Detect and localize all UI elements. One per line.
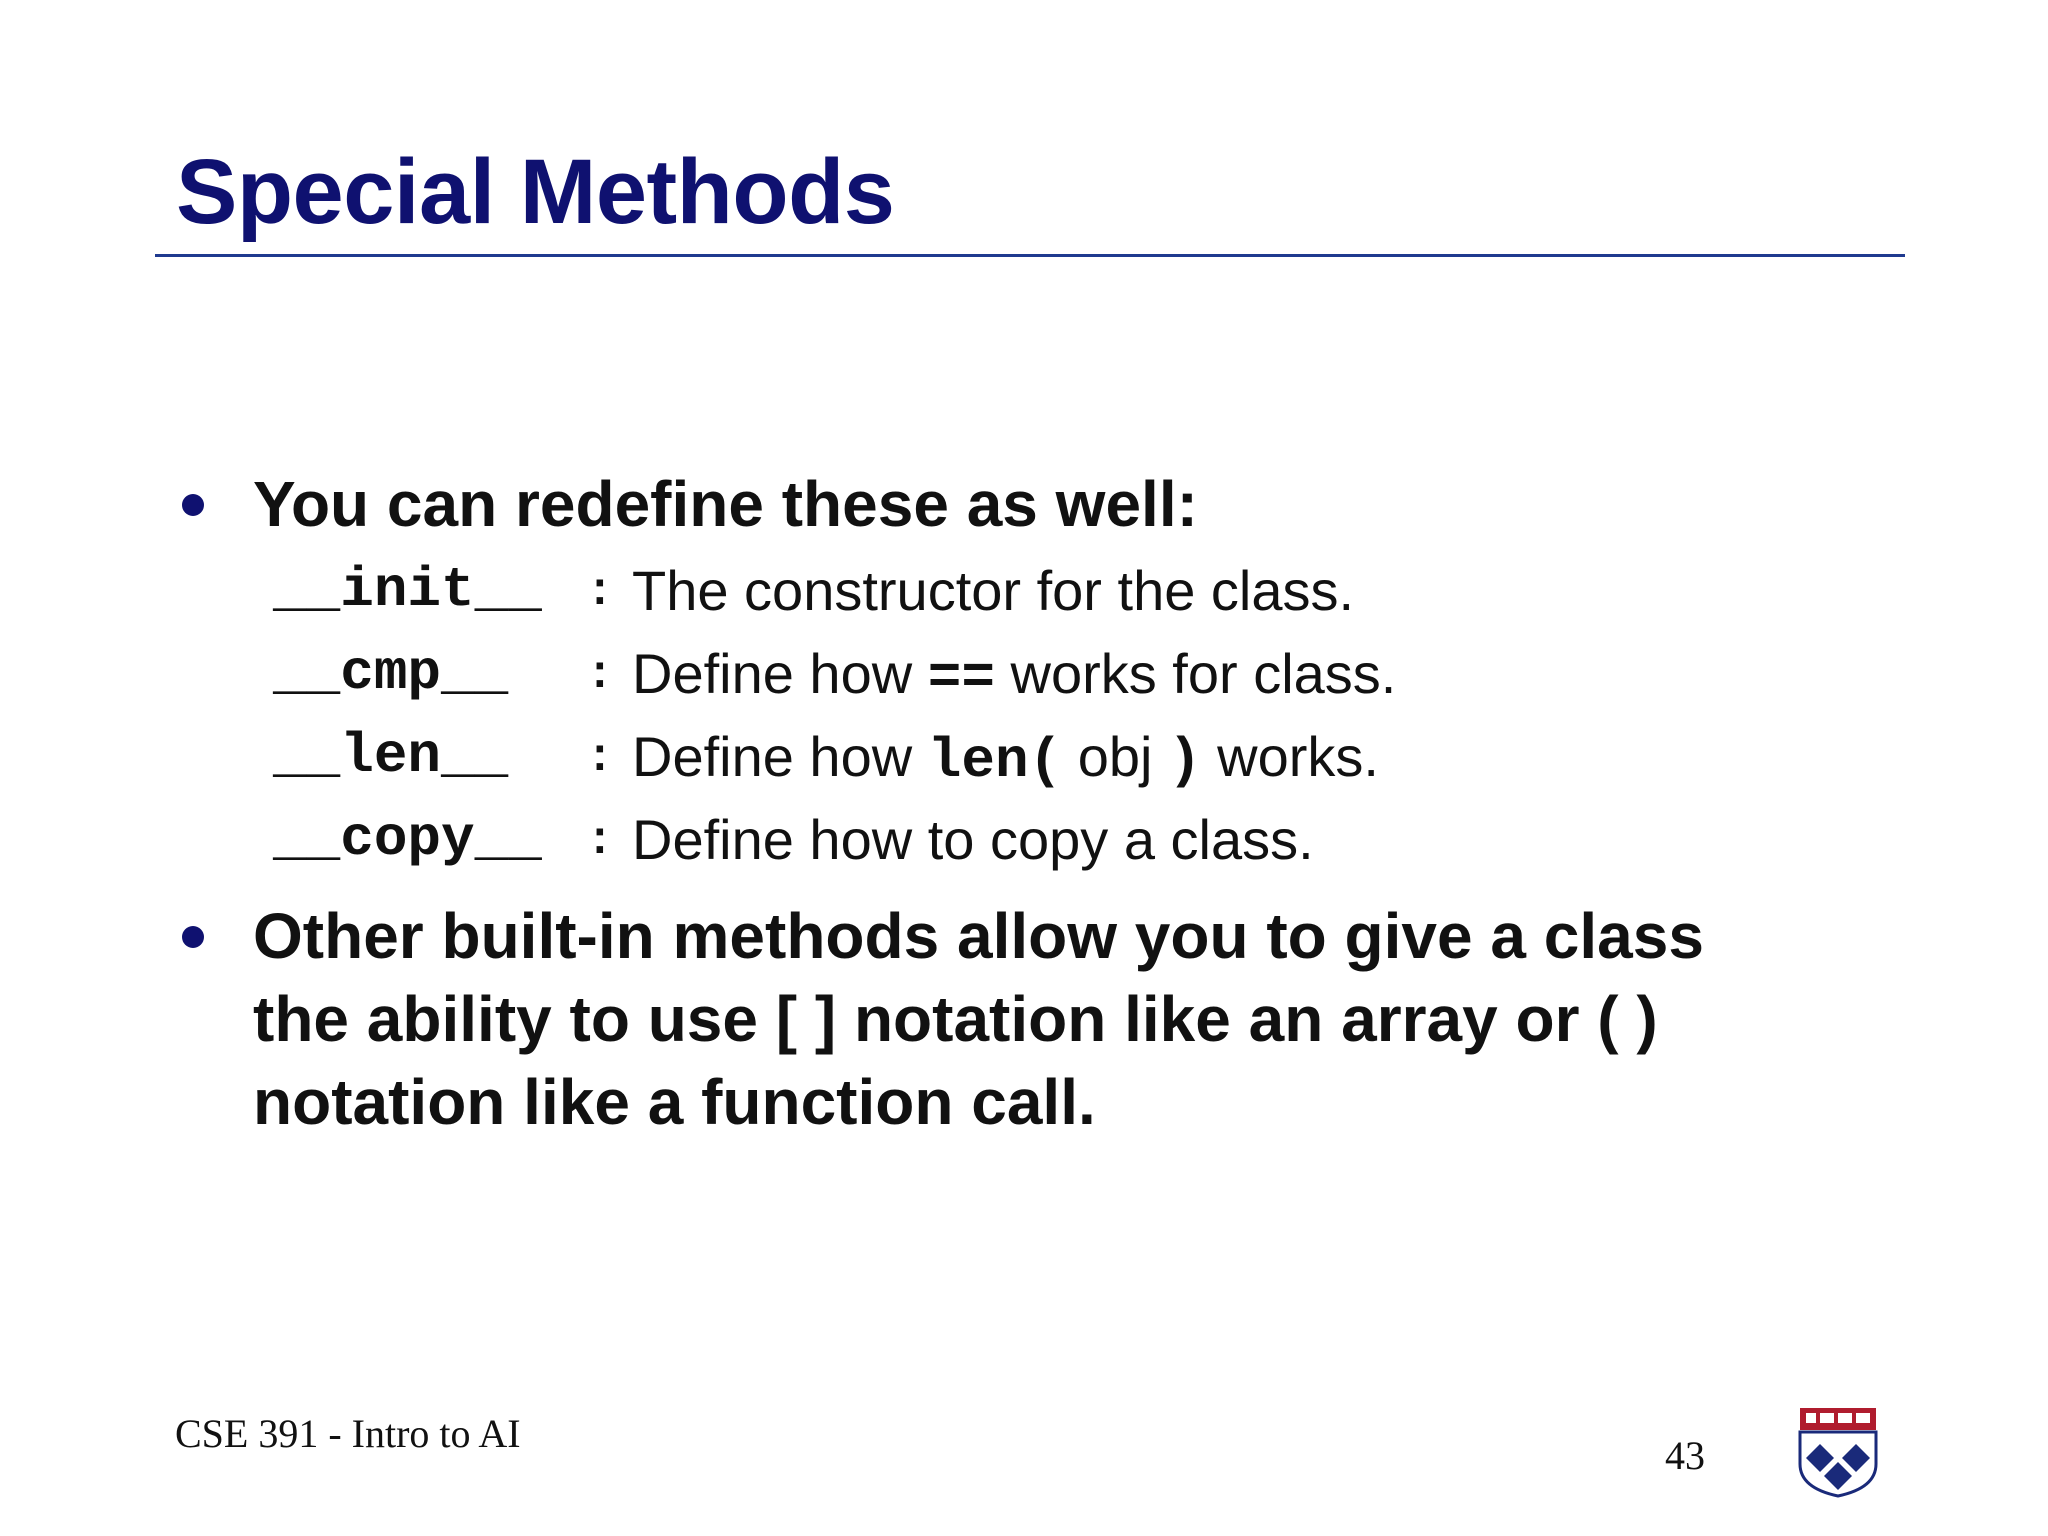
slide-title: Special Methods bbox=[176, 141, 895, 243]
bullet-2-line: Other built-in methods allow you to give a class bbox=[253, 900, 1704, 972]
method-colon: : bbox=[586, 815, 614, 867]
method-description: Define how to copy a class. bbox=[632, 808, 1314, 871]
method-description bbox=[632, 641, 1396, 710]
method-name: __init__ bbox=[273, 558, 542, 622]
desc-text: obj bbox=[1062, 725, 1169, 788]
bullet-2-line: the ability to use [ ] notation like an array or ( ) bbox=[253, 983, 1658, 1055]
desc-text: works. bbox=[1201, 725, 1379, 788]
method-description bbox=[632, 724, 1379, 793]
bullet-2-text bbox=[253, 895, 1704, 1144]
method-colon: : bbox=[586, 566, 614, 618]
method-name: __copy__ bbox=[273, 807, 542, 871]
bullet-1-text: You can redefine these as well: bbox=[253, 468, 1198, 540]
method-colon: : bbox=[586, 732, 614, 784]
desc-text: works for class. bbox=[994, 642, 1397, 705]
method-name: __len__ bbox=[273, 724, 509, 788]
method-colon: : bbox=[586, 649, 614, 701]
method-description: The constructor for the class. bbox=[632, 559, 1355, 622]
page-number: 43 bbox=[1665, 1433, 1705, 1478]
bullet-dot-1 bbox=[182, 494, 204, 516]
desc-text: Define how bbox=[632, 725, 928, 788]
bullet-dot-2 bbox=[182, 926, 204, 948]
desc-code: == bbox=[927, 646, 995, 710]
desc-text: Define how bbox=[632, 642, 928, 705]
desc-code: len( bbox=[927, 729, 1063, 793]
title-divider bbox=[155, 254, 1905, 257]
method-name: __cmp__ bbox=[273, 641, 509, 705]
bullet-2-line: notation like a function call. bbox=[253, 1066, 1096, 1138]
desc-code: ) bbox=[1168, 729, 1202, 793]
course-footer: CSE 391 - Intro to AI bbox=[175, 1411, 521, 1456]
penn-shield-icon bbox=[1798, 1406, 1878, 1498]
